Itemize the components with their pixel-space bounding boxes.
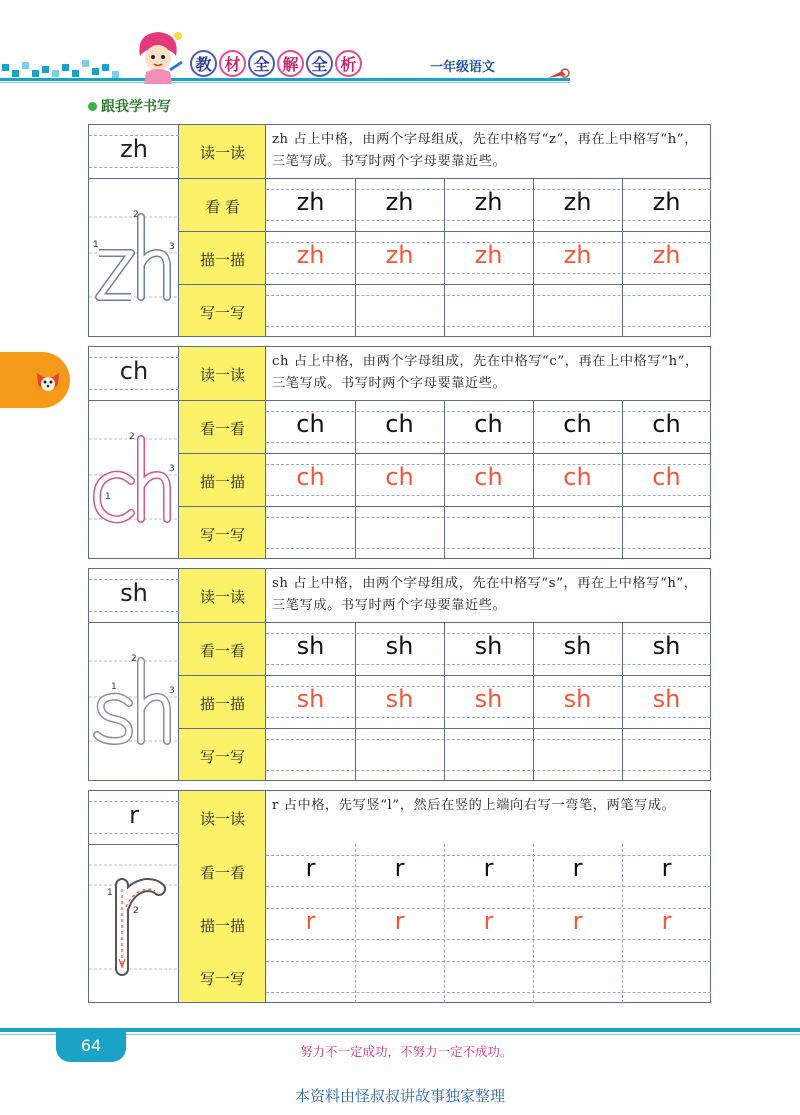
label-column <box>179 569 266 780</box>
letter-column <box>89 569 179 780</box>
look-cell: sh <box>296 632 325 660</box>
look-cell: zh <box>652 188 681 216</box>
label-column <box>179 125 266 336</box>
write-label: 写一写 <box>199 304 245 322</box>
look-cell: zh <box>563 188 592 216</box>
stroke-number: 1 <box>93 240 99 250</box>
trace-cell: sh <box>474 685 503 713</box>
trace-cell: sh <box>652 685 681 713</box>
bullet-dot-icon <box>88 102 97 111</box>
stroke-number: 2 <box>133 906 139 916</box>
look-cell: r <box>661 854 672 882</box>
stroke-number: 3 <box>169 242 175 252</box>
letter-block-r <box>88 790 711 1003</box>
fox-face-icon <box>34 367 62 395</box>
look-cell: sh <box>385 632 414 660</box>
trace-cell: zh <box>563 241 592 269</box>
trace-cell: zh <box>474 241 503 269</box>
trace-cell: ch <box>296 463 325 491</box>
book-title <box>190 50 362 80</box>
label-column <box>179 347 266 558</box>
title-char: 教 <box>190 50 217 77</box>
title-char: 材 <box>219 50 246 77</box>
look-label: 看一看 <box>199 864 245 882</box>
look-cell: zh <box>296 188 325 216</box>
stroke-number: 3 <box>169 464 175 474</box>
section-label-text: 跟我学书写 <box>101 99 171 115</box>
trace-cell: zh <box>385 241 414 269</box>
credit-line: 本资料由怪叔叔讲故事独家整理 <box>294 1087 505 1105</box>
stroke-number: 1 <box>111 682 117 692</box>
page-number: 64 <box>80 1036 102 1055</box>
look-label: 看一看 <box>199 642 245 660</box>
girl-mascot-icon <box>130 26 186 86</box>
stroke-number: 2 <box>129 432 135 442</box>
look-cell: r <box>572 854 583 882</box>
trace-cell: r <box>483 907 494 935</box>
trace-cell: sh <box>385 685 414 713</box>
trace-cell: ch <box>652 463 681 491</box>
stroke-number: 1 <box>107 888 113 898</box>
read-label: 读一读 <box>199 588 245 606</box>
read-label: 读一读 <box>199 810 245 828</box>
letter-block-ch <box>88 346 711 559</box>
stroke-number: 2 <box>133 210 139 220</box>
letter-column <box>89 347 179 558</box>
title-char: 解 <box>277 50 304 77</box>
stroke-number: 3 <box>169 686 175 696</box>
trace-label: 描一描 <box>199 917 245 935</box>
writing-description: zh 占上中格，由两个字母组成，先在中格写“z”，再在上中格写“h”，三笔写成。书写时两个字母要靠近些。 <box>272 132 698 169</box>
look-cell: sh <box>652 632 681 660</box>
title-char: 全 <box>248 50 275 77</box>
look-cell: ch <box>385 410 414 438</box>
trace-cell: ch <box>474 463 503 491</box>
trace-label: 描一描 <box>199 251 245 269</box>
title-char: 析 <box>335 50 362 77</box>
look-cell: sh <box>474 632 503 660</box>
ch-stroke-order-diagram <box>89 427 179 547</box>
write-label: 写一写 <box>199 970 245 988</box>
stroke-number: 1 <box>105 492 111 502</box>
look-cell: zh <box>385 188 414 216</box>
trace-cell: ch <box>563 463 592 491</box>
look-cell: ch <box>563 410 592 438</box>
write-label: 写一写 <box>199 526 245 544</box>
look-cell: r <box>394 854 405 882</box>
trace-cell: ch <box>385 463 414 491</box>
trace-cell: r <box>305 907 316 935</box>
grade-label: 一年级语文 <box>430 60 496 75</box>
stroke-number: 2 <box>131 654 137 664</box>
look-cell: zh <box>474 188 503 216</box>
footer-motto: 努力不一定成功，不努力一定不成功。 <box>300 1044 513 1059</box>
letter-block-sh <box>88 568 711 781</box>
sh-stroke-order-diagram <box>89 649 179 769</box>
title-char: 全 <box>306 50 333 77</box>
look-cell: ch <box>296 410 325 438</box>
look-cell: ch <box>652 410 681 438</box>
section-label <box>88 96 171 116</box>
writing-description: sh 占上中格，由两个字母组成，先在中格写“s”，再在上中格写“h”，三笔写成。书写时两个字母要靠近些。 <box>272 576 698 613</box>
page-header <box>0 0 800 92</box>
look-label: 看 看 <box>205 198 240 216</box>
trace-cell: zh <box>652 241 681 269</box>
trace-cell: sh <box>296 685 325 713</box>
trace-cell: sh <box>563 685 592 713</box>
read-label: 读一读 <box>199 366 245 384</box>
read-label: 读一读 <box>199 144 245 162</box>
trace-cell: zh <box>296 241 325 269</box>
letter-small: ch <box>119 357 149 385</box>
letter-small: sh <box>120 579 148 607</box>
look-cell: ch <box>474 410 503 438</box>
header-pen-icon <box>548 67 570 79</box>
write-label: 写一写 <box>199 748 245 766</box>
trace-label: 描一描 <box>199 473 245 491</box>
letter-column <box>89 125 179 336</box>
letter-column <box>89 791 179 1002</box>
look-label: 看一看 <box>199 420 245 438</box>
look-cell: r <box>483 854 494 882</box>
look-cell: r <box>305 854 316 882</box>
letter-block-zh <box>88 124 711 337</box>
trace-cell: r <box>572 907 583 935</box>
r-stroke-order-diagram <box>89 853 179 993</box>
letter-small: r <box>129 801 139 829</box>
look-cell: sh <box>563 632 592 660</box>
trace-cell: r <box>394 907 405 935</box>
trace-cell: r <box>661 907 672 935</box>
writing-description: ch 占上中格，由两个字母组成，先在中格写“c”，再在上中格写“h”，三笔写成。书写时两个字母要靠近些。 <box>272 354 699 391</box>
zh-stroke-order-diagram <box>89 205 179 325</box>
trace-label: 描一描 <box>199 695 245 713</box>
writing-description: r 占中格，先写竖“l”，然后在竖的上端向右写一弯笔，两笔写成。 <box>272 798 676 813</box>
letter-small: zh <box>120 135 148 163</box>
label-column <box>179 791 266 1002</box>
